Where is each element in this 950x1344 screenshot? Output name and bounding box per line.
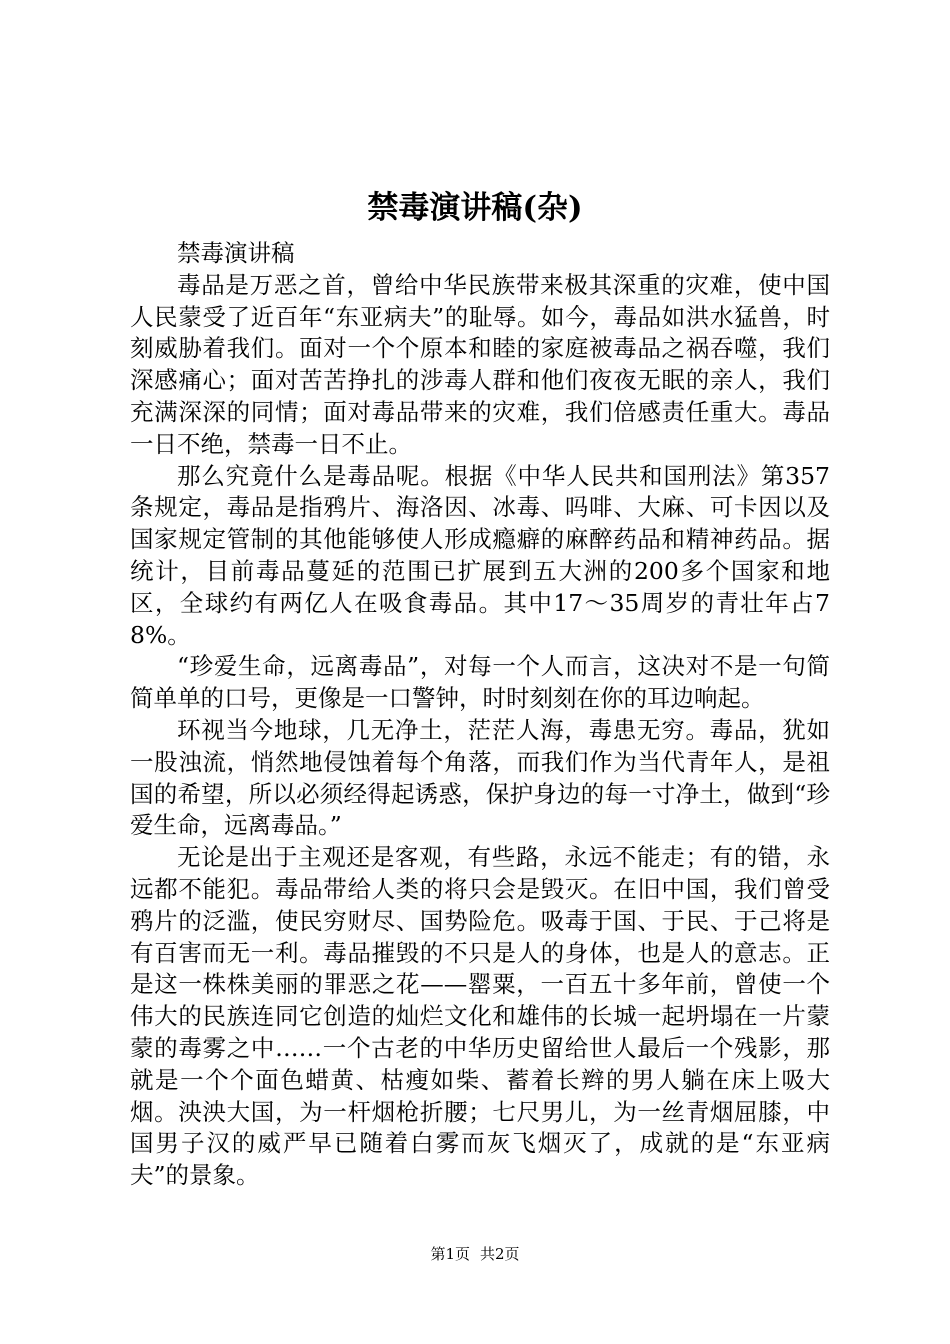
paragraph: 毒品是万恶之首，曾给中华民族带来极其深重的灾难，使中国人民蒙受了近百年“东亚病夫”的耻辱。如今，毒品如洪水猛兽，时刻威胁着我们。面对一个个原本和睦的家庭被毒品之祸吞噬，我们深感痛心；面对苦苦挣扎的涉毒人群和他们夜夜无眠的亲人，我们充满深深的同情；面对毒品带来的灾难，我们倍感责任重大。毒品一日不绝，禁毒一日不止。 bbox=[130, 270, 830, 458]
paragraph-subtitle: 禁毒演讲稿 bbox=[177, 239, 295, 267]
document-title: 禁毒演讲稿(杂) bbox=[367, 190, 583, 226]
page-number: 第1页 bbox=[430, 1245, 470, 1263]
page-total: 共2页 bbox=[480, 1245, 520, 1263]
page-footer bbox=[0, 1244, 950, 1264]
paragraph: 无论是出于主观还是客观，有些路，永远不能走；有的错，永远都不能犯。毒品带给人类的将只会是毁灭。在旧中国，我们曾受鸦片的泛滥，使民穷财尽、国势险危。吸毒于国、于民、于己将是有百害而无一利。毒品摧毁的不只是人的身体，也是人的意志。正是这一株株美丽的罪恶之花——罂粟，一百五十多年前，曾使一个伟大的民族连同它创造的灿烂文化和雄伟的长城一起坍塌在一片蒙蒙的毒雾之中……一个古老的中华历史留给世人最后一个残影，那就是一个个面色蜡黄、枯瘦如柴、蓄着长辫的男人躺在床上吸大烟。泱泱大国，为一杆烟枪折腰；七尺男儿，为一丝青烟屈膝，中国男子汉的威严早已随着白雾而灰飞烟灭了，成就的是“东亚病夫”的景象。 bbox=[130, 843, 830, 1190]
paragraph: 那么究竟什么是毒品呢。根据《中华人民共和国刑法》第357条规定，毒品是指鸦片、海洛因、冰毒、吗啡、大麻、可卡因以及国家规定管制的其他能够使人形成瘾癖的麻醉药品和精神药品。据统计，目前毒品蔓延的范围已扩展到五大洲的200多个国家和地区，全球约有两亿人在吸食毒品。其中17～35周岁的青壮年占78%。 bbox=[130, 461, 830, 649]
paragraph: “珍爱生命，远离毒品”，对每一个人而言，这决对不是一句简简单单的口号，更像是一口警钟，时时刻刻在你的耳边响起。 bbox=[130, 652, 830, 713]
document-body bbox=[130, 238, 830, 1192]
paragraph: 环视当今地球，几无净土，茫茫人海，毒患无穷。毒品，犹如一股浊流，悄然地侵蚀着每个角落，而我们作为当代青年人，是祖国的希望，所以必须经得起诱惑，保护身边的每一寸净土，做到“珍爱生命，远离毒品。” bbox=[130, 715, 830, 840]
